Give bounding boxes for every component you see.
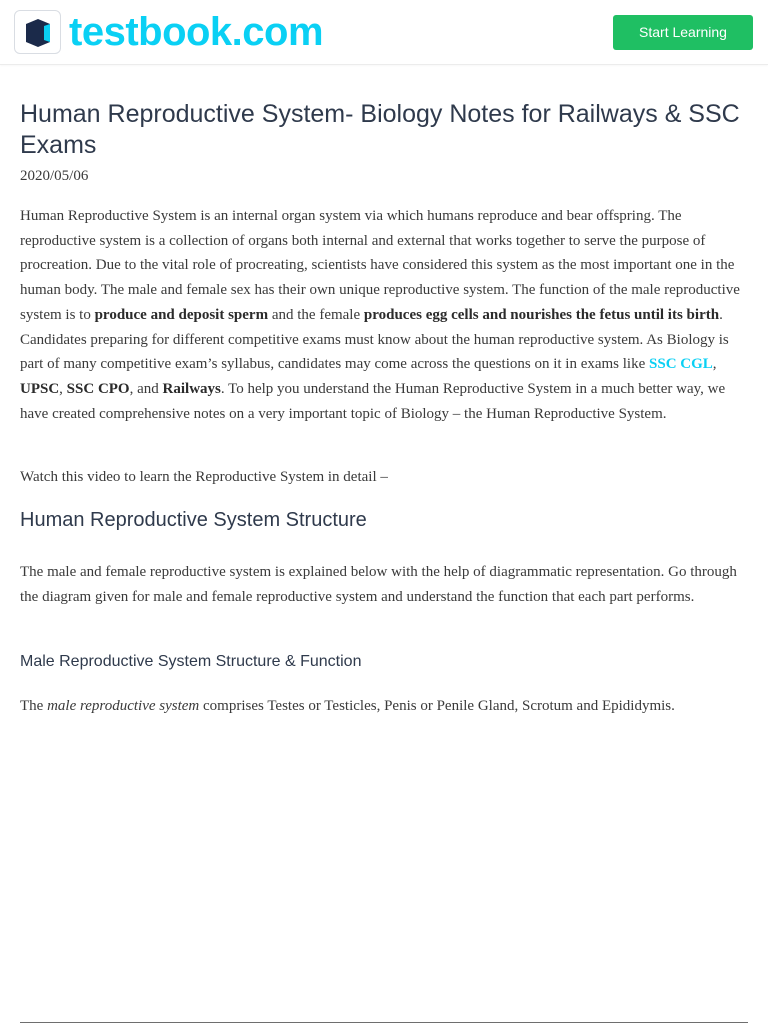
page-divider xyxy=(20,1022,748,1023)
site-header xyxy=(0,0,768,65)
male-system-paragraph: The male reproductive system comprises Testes or Testicles, Penis or Penile Gland, Scrotum and Epididymis. xyxy=(20,698,675,714)
intro-paragraph: Human Reproductive System is an internal organ system via which humans reproduce and bear offspring. The reproductive system is a collection of organs both internal and external that works together to serve the purpose of procreation. Due to the vital role of procreating, scientists have considered this system as the most important one in the human body. The male and female sex has their own unique reproductive system. The function of the male reproductive system is to produce and deposit sperm and the female produces egg cells and nourishes the fetus until its birth. Candidates preparing for different competitive exams must know about the human reproductive system. As Biology is part of many competitive exam’s syllabus, candidates may come across the questions on it in exams like SSC CGL, UPSC, SSC CPO, and Railways. To help you understand the Human Reproductive System in a much better way, we have created comprehensive notes on a very important topic of Biology – the Human Reproductive System. xyxy=(20,208,740,422)
section-paragraph: The male and female reproductive system is explained below with the help of diagrammatic representation. Go through the diagram given for male and female reproductive system and understand the function that each part performs. xyxy=(20,564,737,605)
testbook-logo-icon[interactable] xyxy=(14,10,61,54)
start-learning-button[interactable]: Start Learning xyxy=(613,15,753,50)
subsection-heading: Male Reproductive System Structure & Function xyxy=(20,653,362,670)
video-intro-text: Watch this video to learn the Reproductive System in detail – xyxy=(20,469,388,485)
exam-ssc-cpo: SSC CPO xyxy=(66,380,130,397)
emphasis-male-function: produce and deposit sperm xyxy=(94,306,269,323)
male-system-term: male reproductive system xyxy=(47,698,200,714)
emphasis-female-function: produces egg cells and nourishes the fetus until its birth xyxy=(363,306,720,323)
exam-upsc: UPSC xyxy=(20,380,60,397)
site-logo-text[interactable]: testbook.com xyxy=(69,10,324,54)
section-heading: Human Reproductive System Structure xyxy=(20,509,367,531)
article-title: Human Reproductive System- Biology Notes for Railways & SSC Exams xyxy=(20,100,740,159)
ssc-cgl-link[interactable]: SSC CGL xyxy=(649,356,713,373)
exam-railways: Railways xyxy=(162,380,221,397)
publish-date: 2020/05/06 xyxy=(20,168,89,184)
